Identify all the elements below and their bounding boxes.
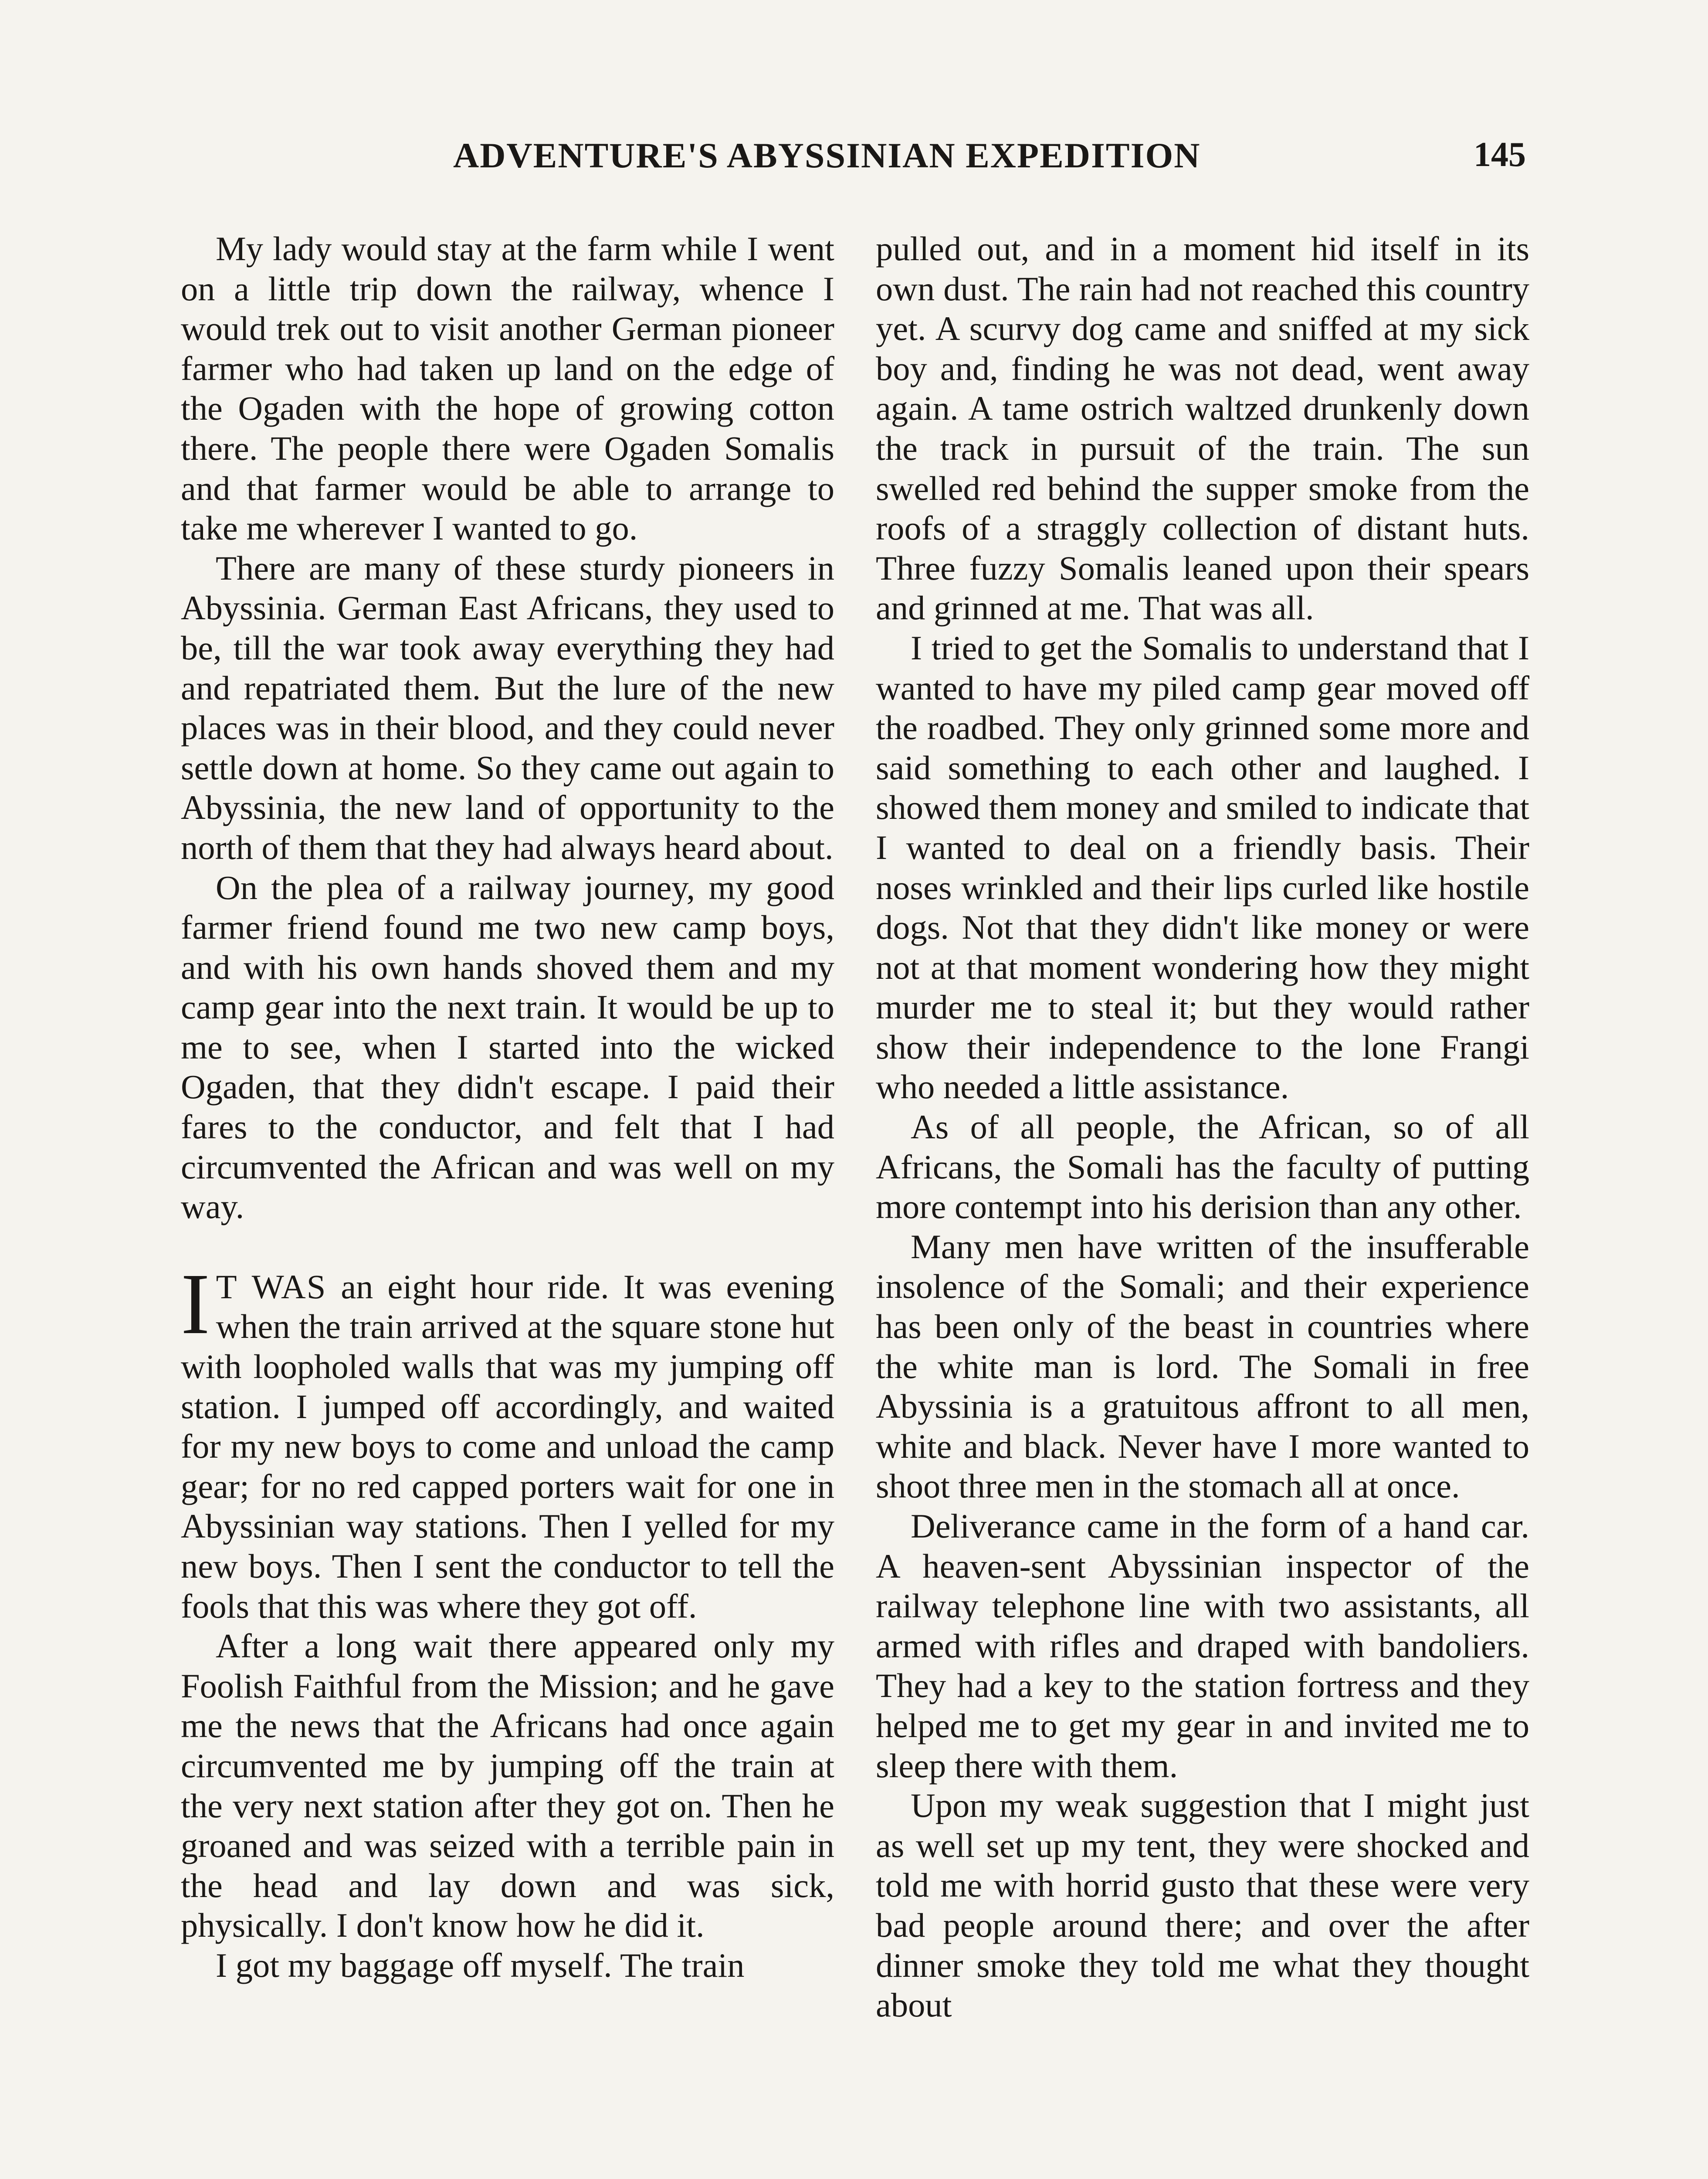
paragraph: As of all people, the African, so of all Africans, the Somali has the faculty of putting more contempt into his derision than any other. <box>876 1108 1529 1226</box>
lead-in-caps: T WAS <box>216 1267 327 1306</box>
left-column <box>181 229 834 1986</box>
section-opening-paragraph <box>181 1256 834 1626</box>
paragraph-text: an eight hour ride. It was evening when the train arrived at the square stone hut with loopholed walls that was my jumping off station. I jumped off accordingly, and waited for my new boys to come and unload the camp gear; for no red capped porters wait for one in Abyssinian way stations. Then I yelled for my new boys. Then I sent the conductor to tell the fools that this was where they got off. <box>181 1267 834 1625</box>
page-number: 145 <box>1474 136 1526 174</box>
paragraph: I got my baggage off myself. The train <box>216 1946 745 1984</box>
paragraph: After a long wait there appeared only my Foolish Faithful from the Mission; and he gave me the news that the Africans had once again circumvented me by jumping off the train at the very next station after they got on. Then he groaned and was seized with a terrible pain in the head and lay down and was sick, physically. I don't know how he did it. <box>181 1627 834 1945</box>
paragraph: Many men have written of the insufferable insolence of the Somali; and their experience has been only of the beast in countries where the white man is lord. The Somali in free Abyssinia is a gratuitous affront to all men, white and black. Never have I more wanted to shoot three men in the stomach all at once. <box>876 1227 1529 1505</box>
running-header <box>174 131 1534 192</box>
paragraph: Deliverance came in the form of a hand car. A heaven-sent Abyssinian inspector of the railway telephone line with two assistants, all armed with rifles and draped with bandoliers. They had a key to the station fortress and they helped me to get my gear in and invited me to sleep there with them. <box>876 1507 1529 1785</box>
running-title: ADVENTURE'S ABYSSINIAN EXPEDITION <box>453 136 1201 175</box>
paragraph-continued: pulled out, and in a moment hid itself in its own dust. The rain had not reached this country yet. A scurvy dog came and sniffed at my sick boy and, finding he was not dead, went away again. A tame ostrich waltzed drunkenly down the track in pursuit of the train. The sun swelled red behind the supper smoke from the roofs of a straggly collection of distant huts. Three fuzzy Somalis leaned upon their spears and grinned at me. That was all. <box>876 230 1529 627</box>
right-column <box>876 229 1529 2025</box>
paragraph: There are many of these sturdy pioneers in Abyssinia. German East Africans, they used to be, till the war took away everything they had and repatriated them. But the lure of the new places was in their blood, and they could never settle down at home. So they came out again to Abyssinia, the new land of opportunity to the north of them that they had always heard about. <box>181 549 834 866</box>
paragraph: My lady would stay at the farm while I went on a little trip down the railway, whence I would trek out to visit another German pioneer farmer who had taken up land on the edge of the Ogaden with the hope of growing cotton there. The people there were Ogaden Somalis and that farmer would be able to arrange to take me wherever I wanted to go. <box>181 230 834 547</box>
paragraph: Upon my weak suggestion that I might just as well set up my tent, they were shocked and told me with horrid gusto that these were very bad people around there; and over the after dinner smoke they told me what they thought about <box>876 1786 1529 2024</box>
paragraph: I tried to get the Somalis to understand that I wanted to have my piled camp gear moved off the roadbed. They only grinned some more and said something to each other and laughed. I showed them money and smiled to indicate that I wanted to deal on a friendly basis. Their noses wrinkled and their lips curled like hostile dogs. Not that they didn't like money or were not at that moment wondering how they might murder me to steal it; but they would rather show their independence to the lone Frangi who needed a little assistance. <box>876 628 1529 1106</box>
drop-cap: I <box>181 1256 210 1352</box>
paragraph: On the plea of a railway journey, my good farmer friend found me two new camp boys, and with his own hands shoved them and my camp gear into the next train. It would be up to me to see, when I started into the wicked Ogaden, that they didn't escape. I paid their fares to the conductor, and felt that I had circumvented the African and was well on my way. <box>181 868 834 1226</box>
